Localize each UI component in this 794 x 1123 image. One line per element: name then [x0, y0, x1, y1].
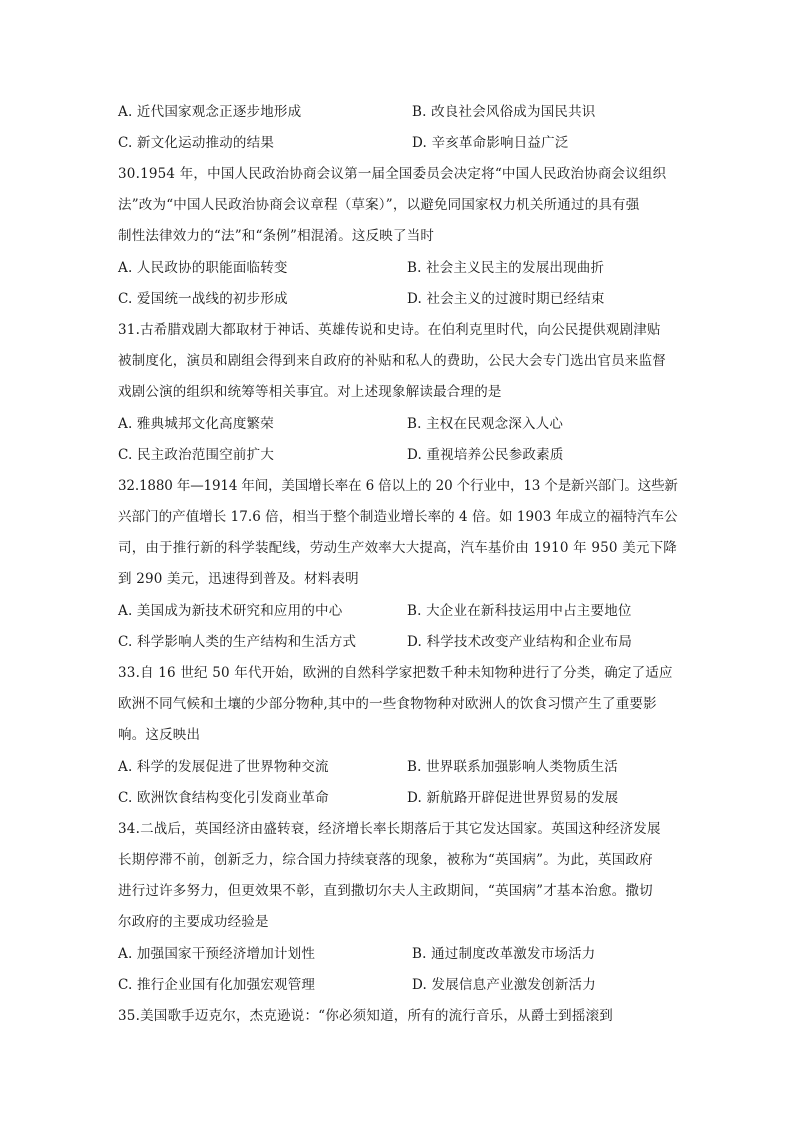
q33-option-a: A. 科学的发展促进了世界物种交流 [118, 759, 329, 775]
q33-stem-line-3: 响。这反映出 [118, 727, 201, 743]
q30-option-c: C. 爱国统一战线的初步形成 [118, 291, 288, 307]
q32-option-d: D. 科学技术改变产业结构和企业布局 [407, 634, 633, 650]
q35-stem-line-1: 35.美国歌手迈克尔，杰克逊说：“你必须知道，所有的流行音乐，从爵士到摇滚到 [118, 1008, 613, 1024]
q29-option-d: D. 辛亥革命影响日益广泛 [412, 135, 569, 151]
q30-option-a: A. 人民政协的职能面临转变 [118, 260, 288, 276]
q31-stem-line-3: 戏剧公演的组织和统筹等相关事宜。对上述现象解读最合理的是 [118, 384, 502, 400]
q29-option-c: C. 新文化运动推动的结果 [118, 135, 275, 151]
q31-option-c: C. 民主政治范围空前扩大 [118, 447, 275, 463]
q33-stem-line-2: 欧洲不同气候和土壤的少部分物种,其中的一些食物物种对欧洲人的饮食习惯产生了重要影 [118, 696, 657, 712]
q30-stem-line-3: 制性法律效力的“法”和“条例”相混淆。这反映了当时 [118, 228, 435, 244]
q34-option-b: B. 通过制度改革激发市场活力 [412, 946, 596, 962]
q34-stem-line-1: 34.二战后，英国经济由盛转衰，经济增长率长期落后于其它发达国家。英国这种经济发展 [118, 821, 661, 837]
q34-stem-line-3: 进行过许多努力，但更效果不彰，直到撒切尔夫人主政期间，“英国病”才基本治愈。撒切 [118, 883, 653, 899]
q31-option-b: B. 主权在民观念深入人心 [407, 416, 564, 432]
q32-stem-line-3: 司，由于推行新的科学装配线，劳动生产效率大大提高，汽车基价由 1910 年 950 美元下降 [118, 540, 677, 556]
q31-stem-line-2: 被制度化，演员和剧组会得到来自政府的补贴和私人的费助，公民大会专门选出官员来监督 [118, 353, 666, 369]
q33-option-c: C. 欧洲饮食结构变化引发商业革命 [118, 790, 329, 806]
q32-option-c: C. 科学影响人类的生产结构和生活方式 [118, 634, 357, 650]
q31-option-a: A. 雅典城邦文化高度繁荣 [118, 416, 274, 432]
q33-option-d: D. 新航路开辟促进世界贸易的发展 [407, 790, 619, 806]
q29-option-a: A. 近代国家观念正逐步地形成 [118, 104, 302, 120]
q29-option-b: B. 改良社会风俗成为国民共识 [412, 104, 596, 120]
q34-option-d: D. 发展信息产业激发创新活力 [412, 977, 596, 993]
q30-stem-line-2: 法”改为“中国人民政治协商会议章程（草案）”，以避免同国家权力机关所通过的具有强 [118, 197, 640, 213]
q32-option-a: A. 美国成为新技术研究和应用的中心 [118, 603, 343, 619]
q30-stem-line-1: 30.1954 年，中国人民政治协商会议第一届全国委员会决定将“中国人民政治协商会议组织 [118, 166, 667, 182]
q31-option-d: D. 重视培养公民参政素质 [407, 447, 564, 463]
q34-stem-line-2: 长期停滞不前，创新乏力，综合国力持续衰落的现象，被称为“英国病”。为此，英国政府 [118, 852, 653, 868]
q32-stem-line-4: 到 290 美元，迅速得到普及。材料表明 [118, 571, 359, 587]
q30-option-b: B. 社会主义民主的发展出现曲折 [407, 260, 605, 276]
q30-option-d: D. 社会主义的过渡时期已经结束 [407, 291, 605, 307]
q32-option-b: B. 大企业在新科技运用中占主要地位 [407, 603, 632, 619]
q33-stem-line-1: 33.自 16 世纪 50 年代开始，欧洲的自然科学家把数千种未知物种进行了分类，确定了适应 [118, 665, 673, 681]
q32-stem-line-1: 32.1880 年—1914 年间，美国增长率在 6 倍以上的 20 个行业中，13 个是新兴部门。这些新 [118, 478, 678, 494]
q31-stem-line-1: 31.古希腊戏剧大都取材于神话、英雄传说和史诗。在伯利克里时代，向公民提供观剧津贴 [118, 322, 661, 338]
q34-option-a: A. 加强国家干预经济增加计划性 [118, 946, 316, 962]
q33-option-b: B. 世界联系加强影响人类物质生活 [407, 759, 618, 775]
q34-stem-line-4: 尔政府的主要成功经验是 [118, 914, 269, 930]
q34-option-c: C. 推行企业国有化加强宏观管理 [118, 977, 316, 993]
q32-stem-line-2: 兴部门的产值增长 17.6 倍，相当于整个制造业增长率的 4 倍。如 1903 年成立的福特汽车公 [118, 509, 678, 525]
